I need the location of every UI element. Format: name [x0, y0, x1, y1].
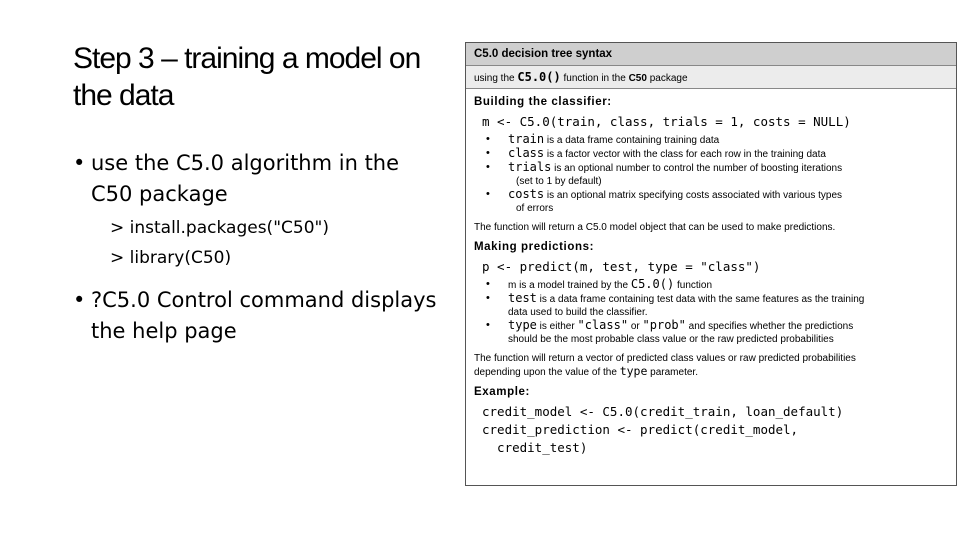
param-desc: function: [674, 280, 713, 291]
param-item: [474, 319, 948, 346]
example-code-line: credit_prediction <- predict(credit_model,: [482, 422, 799, 437]
example-heading: Example:: [474, 386, 530, 398]
syntax-box-body: [466, 89, 956, 463]
param-item: [474, 161, 948, 188]
param-desc: is either: [536, 321, 578, 332]
building-note: The function will return a C5.0 model object that can be used to make predictions.: [474, 222, 836, 233]
note-text: The function will return a vector of predicted class values or raw predicted probabilities: [474, 353, 856, 364]
predicting-heading: Making predictions:: [474, 241, 595, 253]
param-desc: is a data frame containing training data: [544, 135, 720, 146]
param-desc: m is a model trained by the: [508, 280, 631, 291]
param-desc: and specifies whether the predictions: [685, 321, 854, 332]
bullet-text: ?C5.0 Control command displays the help page: [91, 288, 437, 343]
param-desc-cont: (set to 1 by default): [516, 176, 602, 187]
syntax-box-header: C5.0 decision tree syntax: [466, 43, 956, 66]
command-line: > install.packages("C50"): [110, 218, 329, 238]
param-desc: is an optional matrix specifying costs associated with various types: [544, 190, 843, 201]
param-term: class: [508, 146, 545, 160]
bullet-list: [73, 148, 443, 347]
param-desc: or: [628, 321, 643, 332]
param-term: trials: [508, 160, 552, 174]
param-desc: is a data frame containing test data with the same features as the training: [536, 294, 865, 305]
syntax-box-subheader: [466, 66, 956, 89]
param-desc-cont: of errors: [516, 203, 554, 214]
example-code-line: credit_model <- C5.0(credit_train, loan_default): [482, 404, 844, 419]
building-heading: Building the classifier:: [474, 96, 612, 108]
slide-title: Step 3 – training a model on the data: [73, 42, 421, 112]
bullet-item: [73, 148, 443, 210]
param-item: [474, 133, 948, 147]
param-term: type: [619, 364, 648, 378]
example-code-line: credit_test): [482, 440, 588, 455]
subheader-text: package: [646, 73, 688, 84]
syntax-box: [465, 42, 957, 486]
param-desc: is a factor vector with the class for each row in the training data: [544, 149, 826, 160]
note-text: parameter.: [647, 367, 698, 378]
bullet-icon: •: [73, 151, 86, 175]
command-line: > library(C50): [110, 248, 232, 268]
param-term: test: [508, 291, 537, 305]
function-name: C5.0(): [630, 277, 675, 291]
note-text: depending upon the value of the: [474, 367, 620, 378]
param-item: [474, 147, 948, 161]
param-term: type: [508, 318, 537, 332]
param-term: costs: [508, 187, 545, 201]
param-value: "prob": [642, 318, 686, 332]
param-desc-cont: data used to build the classifier.: [508, 307, 648, 318]
subheader-text: function in the: [560, 73, 629, 84]
function-name: C5.0(): [517, 70, 561, 84]
param-value: "class": [577, 318, 629, 332]
bullet-item: [73, 285, 443, 347]
building-params: [474, 133, 948, 215]
param-term: train: [508, 132, 545, 146]
package-name: C50: [628, 73, 647, 84]
param-item: [474, 278, 948, 292]
bullet-icon: •: [73, 288, 86, 312]
param-item: [474, 188, 948, 215]
param-desc-cont: should be the most probable class value or the raw predicted probabilities: [508, 334, 834, 345]
subheader-text: using the: [474, 73, 518, 84]
install-commands: [110, 213, 443, 273]
bullet-text: use the C5.0 algorithm in the C50 package: [91, 151, 400, 206]
param-item: [474, 292, 948, 319]
predicting-note: [474, 352, 948, 379]
building-code: m <- C5.0(train, class, trials = 1, costs = NULL): [482, 114, 851, 129]
predicting-params: [474, 278, 948, 346]
predicting-code: p <- predict(m, test, type = "class"): [482, 259, 761, 274]
param-desc: is an optional number to control the number of boosting iterations: [551, 163, 843, 174]
